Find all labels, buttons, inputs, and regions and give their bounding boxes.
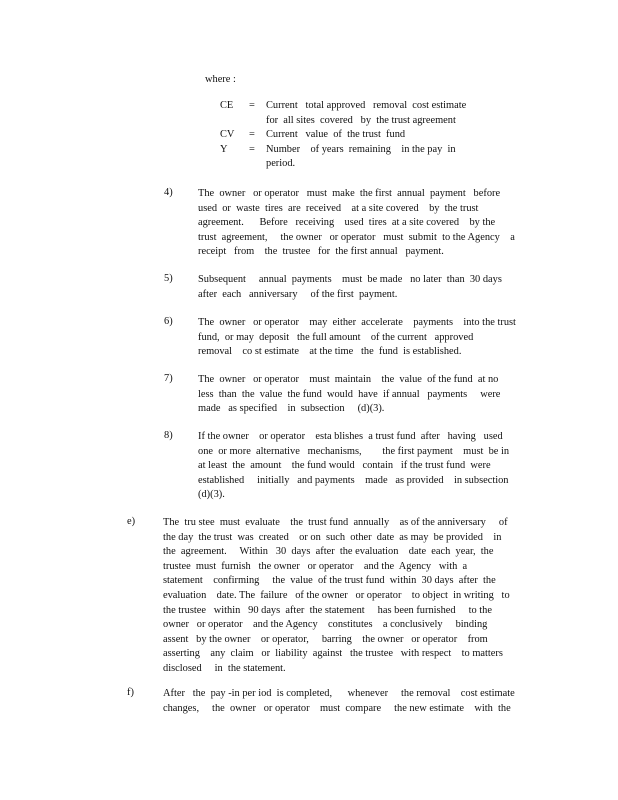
definition-text: period. [266, 158, 296, 170]
text-line: evaluation date. The failure of the owner or operator to object in writing to [163, 589, 510, 601]
text-line: removal co st estimate at the time the fund is established. [198, 346, 462, 358]
text-line: trustee must furnish the owner or operator and the Agency with a [163, 560, 468, 572]
item-label-7: 7) [164, 373, 173, 384]
item-7-text [198, 373, 500, 417]
item-8-text [198, 430, 509, 503]
text-line: the day the trust was created or on such other date as may be provided in [163, 531, 502, 543]
item-label-5: 5) [164, 273, 173, 284]
text-line: The owner or operator may either accelerate payments into the trust [198, 317, 516, 328]
text-line: disclosed in the statement. [163, 662, 286, 674]
text-line: one or more alternative mechanisms, the first payment must be in [198, 445, 510, 457]
text-line: changes, the owner or operator must compare the new estimate with the [163, 702, 511, 714]
item-6-text [198, 316, 516, 360]
text-line: (d)(3). [198, 489, 225, 501]
text-line: The owner or operator must maintain the value of the fund at no [198, 374, 499, 385]
definition-symbol: Y [220, 143, 228, 155]
item-5-text [198, 273, 502, 302]
item-e-text [163, 516, 510, 677]
text-line: owner or operator and the Agency constitutes a conclusively binding [163, 619, 488, 631]
text-line: After the pay -in per iod is completed, whenever the removal cost estimate [163, 688, 515, 699]
where-label: where : [205, 74, 236, 85]
text-line: trust agreement, the owner or operator must submit to the Agency a [198, 231, 515, 243]
text-line: statement confirming the value of the trust fund within 30 days after the [163, 575, 496, 587]
equals-sign: = [249, 143, 255, 155]
item-label-8: 8) [164, 430, 173, 441]
text-line: made as specified in subsection (d)(3). [198, 403, 385, 415]
definition-text: for all sites covered by the trust agreement [266, 114, 456, 126]
definition-symbol: CE [220, 100, 234, 111]
item-4-text [198, 187, 515, 260]
text-line: agreement. Before receiving used tires at a site covered by the [198, 217, 496, 229]
text-line: The owner or operator must make the first annual payment before [198, 188, 501, 199]
text-line: Subsequent annual payments must be made no later than 30 days [198, 274, 502, 285]
text-line: receipt from the trustee for the first annual payment. [198, 246, 444, 258]
text-line: asserting any claim or liability against the trustee with respect to matters [163, 648, 503, 660]
item-label-f: f) [127, 687, 134, 698]
text-line: fund, or may deposit the full amount of the current approved [198, 331, 474, 343]
text-line: assent by the owner or operator, barring the owner or operator from [163, 633, 488, 645]
definition-text: Current total approved removal cost estimate [266, 100, 467, 111]
text-line: used or waste tires are received at a site covered by the trust [198, 202, 479, 214]
equals-sign: = [249, 100, 255, 111]
definition-symbol: CV [220, 129, 235, 141]
text-line: the trustee within 90 days after the statement has been furnished to the [163, 604, 492, 616]
item-f-text [163, 687, 515, 716]
definition-text: Current value of the trust fund [266, 129, 406, 141]
item-label-6: 6) [164, 316, 173, 327]
text-line: less than the value the fund would have if annual payments were [198, 388, 501, 400]
item-label-e: e) [127, 516, 136, 527]
text-line: the agreement. Within 30 days after the evaluation date each year, the [163, 546, 494, 558]
text-line: at least the amount the fund would contain if the trust fund were [198, 460, 491, 472]
definition-text: Number of years remaining in the pay in [266, 143, 456, 155]
text-line: The tru stee must evaluate the trust fund annually as of the anniversary of [163, 517, 508, 528]
text-line: If the owner or operator esta blishes a trust fund after having used [198, 431, 503, 442]
equals-sign: = [249, 129, 255, 141]
text-line: established initially and payments made as provided in subsection [198, 474, 509, 486]
item-label-4: 4) [164, 187, 173, 198]
text-line: after each anniversary of the first payment. [198, 288, 398, 300]
